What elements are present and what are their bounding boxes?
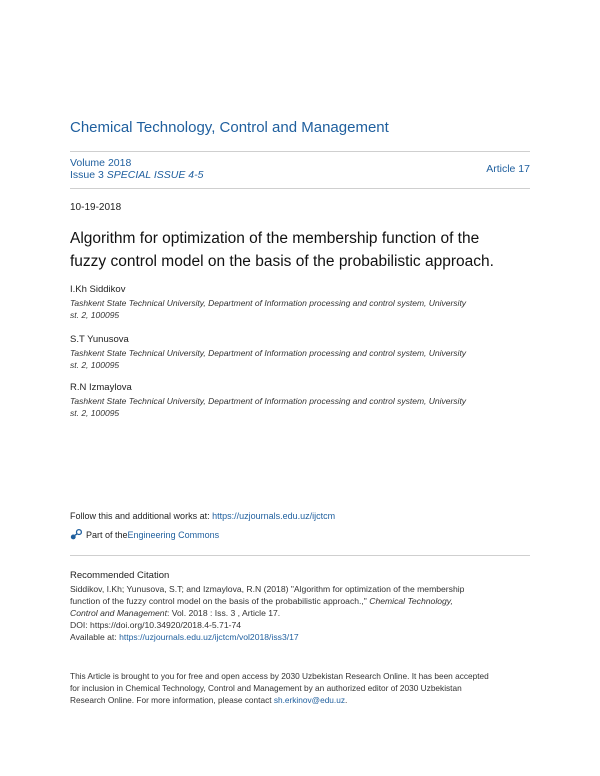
- citation-line-3: [70, 607, 532, 619]
- citation-volume: : Vol. 2018 : Iss. 3 , Article 17.: [166, 608, 281, 618]
- citation-journal: Chemical Technology,: [369, 596, 453, 606]
- affiliation-line-1: Tashkent State Technical University, Department of Information processing and control system, University: [70, 298, 467, 308]
- available-label: Available at:: [70, 632, 120, 642]
- footer-text: Research Online. For more information, please contact: [70, 695, 274, 705]
- author-affiliation: [70, 347, 530, 371]
- open-access-note: [70, 670, 532, 706]
- author-affiliation: [70, 297, 530, 321]
- affiliation-line-2: st. 2, 100095: [70, 408, 120, 418]
- journal-title[interactable]: Chemical Technology, Control and Management: [70, 119, 389, 136]
- paper-title-line-1: Algorithm for optimization of the membership function of the: [70, 230, 480, 247]
- author-name: S.T Yunusova: [70, 334, 129, 345]
- engineering-commons-link[interactable]: Engineering Commons: [127, 529, 220, 540]
- volume-issue-block: [70, 157, 203, 181]
- affiliation-line-1: Tashkent State Technical University, Department of Information processing and control system, University: [70, 396, 467, 406]
- article-number[interactable]: Article 17: [486, 163, 530, 175]
- paper-title-line-2: fuzzy control model on the basis of the probabilistic approach.: [70, 253, 494, 270]
- citation-line-2: [70, 595, 532, 607]
- special-issue: SPECIAL ISSUE 4-5: [106, 169, 204, 181]
- top-divider: [70, 151, 530, 152]
- author-affiliation: [70, 395, 530, 419]
- recommended-citation-heading: Recommended Citation: [70, 570, 170, 581]
- citation-journal-cont: Control and Management: [70, 608, 167, 618]
- contact-email-link[interactable]: sh.erkinov@edu.uz: [273, 695, 345, 705]
- issue-link[interactable]: [70, 169, 203, 181]
- follow-link[interactable]: https://uzjournals.edu.uz/ijctcm: [212, 511, 336, 521]
- part-of-line: [70, 528, 219, 541]
- affiliation-line-1: Tashkent State Technical University, Department of Information processing and control system, University: [70, 348, 467, 358]
- follow-text: Follow this and additional works at:: [70, 511, 213, 521]
- issue-number: Issue 3: [70, 169, 107, 181]
- paper-title: [70, 227, 530, 273]
- author-name: R.N Izmaylova: [70, 382, 132, 393]
- footer-period: .: [345, 695, 348, 705]
- commons-network-icon: [70, 528, 83, 541]
- affiliation-line-2: st. 2, 100095: [70, 310, 120, 320]
- author-1: [70, 283, 530, 321]
- citation-divider: [70, 555, 530, 556]
- volume-link[interactable]: Volume 2018: [70, 157, 132, 169]
- author-3: [70, 381, 530, 419]
- citation-text: function of the fuzzy control model on the basis of the probabilistic approach.,": [70, 596, 370, 606]
- author-name: I.Kh Siddikov: [70, 284, 126, 295]
- available-link[interactable]: https://uzjournals.edu.uz/ijctcm/vol2018/iss3/17: [119, 632, 299, 642]
- follow-line: [70, 511, 335, 521]
- issue-divider: [70, 188, 530, 189]
- footer-line-3: [70, 694, 532, 706]
- part-of-text: Part of the: [86, 529, 128, 540]
- citation-line-1: Siddikov, I.Kh; Yunusova, S.T; and Izmaylova, R.N (2018) "Algorithm for optimization of the membership: [70, 584, 465, 594]
- citation-doi: DOI: https://doi.org/10.34920/2018.4-5.71-74: [70, 620, 242, 630]
- footer-line-1: This Article is brought to you for free and open access by 2030 Uzbekistan Research Online. It has been accepted: [70, 671, 489, 681]
- citation-available: [70, 631, 532, 643]
- author-2: [70, 333, 530, 371]
- publication-date: 10-19-2018: [70, 202, 122, 213]
- citation-block: [70, 583, 532, 643]
- affiliation-line-2: st. 2, 100095: [70, 360, 120, 370]
- footer-line-2: for inclusion in Chemical Technology, Control and Management by an authorized editor of 2030 Uzbekistan: [70, 683, 462, 693]
